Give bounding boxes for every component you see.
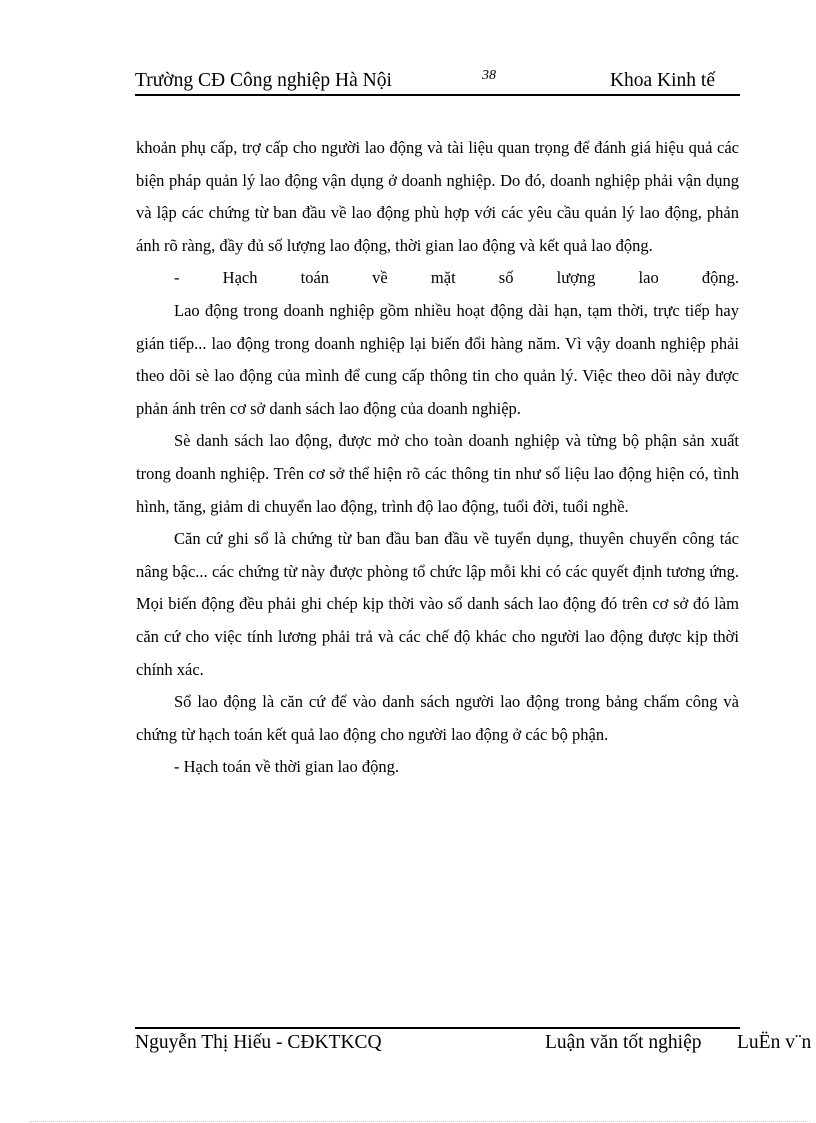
header-school-name: Trường CĐ Công nghiệp Hà Nội [135,70,392,91]
footer-overflow-text: LuËn v¨n [737,1032,812,1053]
footer-author: Nguyễn Thị Hiếu - CĐKTKCQ [135,1032,382,1053]
header-department: Khoa Kinh tế [609,70,715,91]
document-body [136,132,739,784]
section-heading-quantity: - Hạch toán về mặt số lượng lao động. [174,268,739,288]
body-paragraph: khoản phụ cấp, trợ cấp cho người lao động và tài liệu quan trọng để đánh giá hiệu quả các biện pháp quản lý lao động vận dụng ở doanh nghiệp. Do đó, doanh nghiệp phải vận dụng và lập các chứng từ ban đầu về lao động phù hợp với các yêu cầu quản lý lao động, phản ánh rõ ràng, đầy đủ số lượng lao động, thời gian lao động và kết quả lao động. [136,138,739,255]
page-footer [135,1027,812,1053]
body-paragraph: Sè danh sách lao động, được mở cho toàn doanh nghiệp và từng bộ phận sản xuất trong doanh nghiệp. Trên cơ sở thể hiện rõ các thông tin như số liệu lao động hiện có, tình hình, tăng, giảm di chuyển lao động, trình độ lao động, tuổi đời, tuổi nghề. [136,431,739,516]
section-heading-time: - Hạch toán về thời gian lao động. [174,757,399,777]
body-paragraph: Căn cứ ghi sổ là chứng từ ban đầu ban đầu về tuyển dụng, thuyên chuyển công tác nâng bậc... các chứng từ này được phòng tổ chức lập mỗi khi có các quyết định tương ứng. Mọi biến động đều phải ghi chép kịp thời vào sổ danh sách lao động đó trên cơ sở đó làm căn cứ cho việc tính lương phải trả và các chế độ khác cho người lao động được kịp thời chính xác. [136,529,739,679]
page-header [135,66,740,96]
body-paragraph: Lao động trong doanh nghiệp gồm nhiều hoạt động dài hạn, tạm thời, trực tiếp hay gián tiếp... lao động trong doanh nghiệp lại biến đổi hàng năm. Vì vậy doanh nghiệp phải theo dõi sè lao động của mình để cung cấp thông tin cho quản lý. Việc theo dõi này được phản ánh trên cơ sở danh sách lao động của doanh nghiệp. [136,300,739,418]
page-edge-divider [30,1121,810,1122]
page-number: 38 [482,68,496,83]
body-paragraph: Sổ lao động là căn cứ để vào danh sách người lao động trong bảng chấm công và chứng từ hạch toán kết quả lao động cho người lao động ở các bộ phận. [136,692,739,744]
footer-thesis-label: Luận văn tốt nghiệp [545,1032,702,1053]
